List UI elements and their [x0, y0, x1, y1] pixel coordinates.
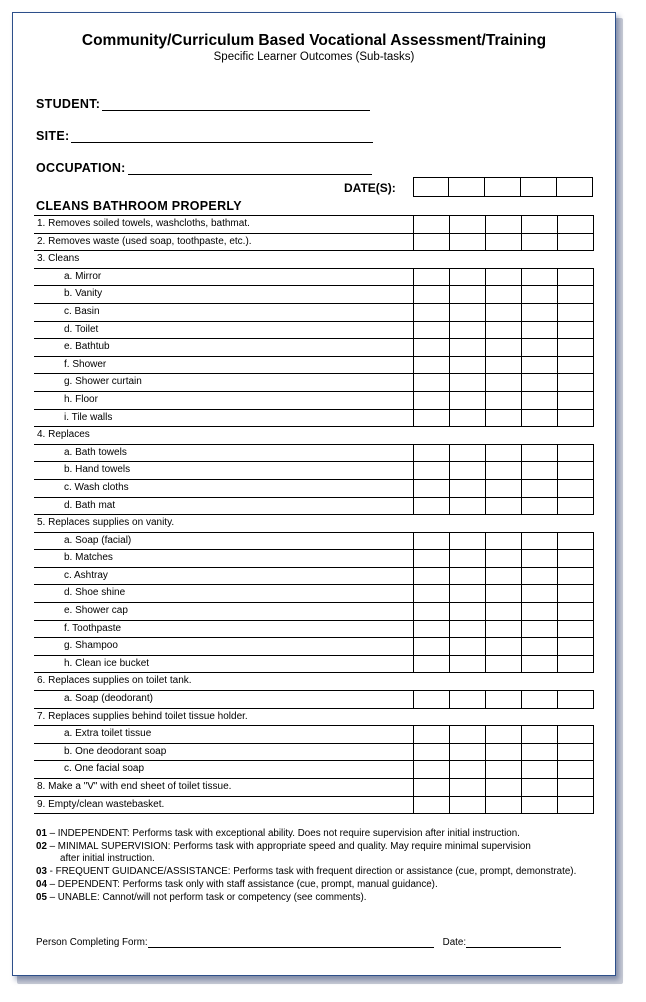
rating-cells: [413, 621, 594, 638]
rating-cell[interactable]: [522, 462, 558, 479]
task-label: g. Shower curtain: [64, 376, 142, 388]
task-label: d. Toilet: [64, 323, 99, 335]
rating-cell[interactable]: [414, 339, 450, 356]
rating-cell[interactable]: [414, 691, 450, 708]
task-label: f. Shower: [64, 358, 107, 370]
rating-cell[interactable]: [558, 621, 594, 638]
rating-cell[interactable]: [486, 797, 522, 814]
legend-item: [36, 879, 581, 890]
task-label: 2. Removes waste (used soap, toothpaste, etc.).: [37, 235, 252, 247]
rating-cells: [413, 234, 594, 251]
rating-cell[interactable]: [486, 357, 522, 374]
rating-cell[interactable]: [522, 691, 558, 708]
date-cell[interactable]: [449, 177, 485, 197]
rating-cells: [413, 392, 594, 409]
rating-cell[interactable]: [450, 568, 486, 585]
rating-cell[interactable]: [486, 568, 522, 585]
task-label: a. Mirror: [64, 270, 102, 282]
rating-cells: [413, 744, 594, 761]
rating-cell[interactable]: [558, 498, 594, 515]
task-label: b. Matches: [64, 552, 113, 564]
student-line[interactable]: [102, 99, 370, 111]
task-row: [34, 251, 594, 269]
rating-cell[interactable]: [522, 304, 558, 321]
task-row: [34, 638, 594, 656]
occupation-line[interactable]: [128, 163, 372, 175]
rating-cell[interactable]: [450, 550, 486, 567]
task-row: [34, 603, 594, 621]
rating-cell[interactable]: [414, 585, 450, 602]
legend-item: [36, 841, 581, 852]
task-label: b. Vanity: [64, 288, 103, 300]
task-row: [34, 339, 594, 357]
rating-cells: [413, 269, 594, 286]
task-label: 4. Replaces: [37, 429, 90, 441]
rating-cell[interactable]: [486, 269, 522, 286]
task-label: 8. Make a "V" with end sheet of toilet tissue.: [37, 781, 232, 792]
rating-cells: [413, 498, 594, 515]
rating-cell[interactable]: [414, 322, 450, 339]
rating-cells: [413, 568, 594, 585]
task-label: e. Shower cap: [64, 605, 128, 617]
rating-cells: [413, 339, 594, 356]
task-row: [34, 726, 594, 744]
rating-cells: [413, 585, 594, 602]
rating-cell[interactable]: [558, 410, 594, 427]
rating-cell[interactable]: [450, 304, 486, 321]
task-row: [34, 585, 594, 603]
task-label: c. One facial soap: [64, 763, 145, 775]
task-label: 5. Replaces supplies on vanity.: [37, 517, 175, 529]
rating-cell[interactable]: [558, 550, 594, 567]
rating-cell[interactable]: [414, 234, 450, 251]
person-completing-label: Person Completing Form:: [36, 937, 148, 948]
rating-cell[interactable]: [558, 726, 594, 743]
rating-cell[interactable]: [414, 480, 450, 497]
task-row: [34, 480, 594, 498]
rating-cell[interactable]: [558, 322, 594, 339]
rating-cell[interactable]: [450, 603, 486, 620]
rating-cell[interactable]: [486, 621, 522, 638]
rating-cell[interactable]: [414, 304, 450, 321]
rating-cell[interactable]: [414, 498, 450, 515]
task-row: [34, 427, 594, 445]
rating-cells: [413, 216, 594, 233]
task-label: a. Bath towels: [64, 446, 127, 458]
rating-cell[interactable]: [558, 638, 594, 655]
legend-text: – INDEPENDENT: Performs task with exceptional ability. Does not require supervision after initial instruction.: [46, 828, 520, 839]
form-subtitle: Specific Learner Outcomes (Sub-tasks): [213, 51, 415, 63]
date-cell[interactable]: [521, 177, 557, 197]
site-label: SITE:: [36, 129, 70, 143]
legend-text: – MINIMAL SUPERVISION: Performs task with appropriate speed and quality. May require minimal supervision: [46, 841, 531, 853]
rating-cells: [413, 357, 594, 374]
task-label: f. Toothpaste: [64, 622, 122, 634]
rating-cell[interactable]: [414, 533, 450, 550]
rating-cell[interactable]: [522, 797, 558, 814]
task-row: [34, 533, 594, 551]
legend-code: 03: [36, 865, 47, 877]
task-row: [34, 286, 594, 304]
footer-date-line[interactable]: [466, 938, 561, 948]
task-row: [34, 322, 594, 340]
task-row: [34, 304, 594, 322]
rating-cell[interactable]: [558, 462, 594, 479]
section-heading: CLEANS BATHROOM PROPERLY: [36, 199, 242, 213]
rating-cell[interactable]: [486, 691, 522, 708]
rating-cell[interactable]: [486, 339, 522, 356]
rating-cell[interactable]: [558, 445, 594, 462]
rating-cell[interactable]: [450, 445, 486, 462]
rating-cells: [413, 726, 594, 743]
rating-cell[interactable]: [450, 744, 486, 761]
rating-cell[interactable]: [522, 550, 558, 567]
rating-cell[interactable]: [558, 691, 594, 708]
rating-cells: [413, 533, 594, 550]
rating-legend: [36, 828, 581, 906]
rating-cells: [413, 462, 594, 479]
task-row: [34, 761, 594, 779]
rating-cell[interactable]: [522, 621, 558, 638]
task-label: g. Shampoo: [64, 640, 118, 652]
rating-cell[interactable]: [522, 410, 558, 427]
rating-cell[interactable]: [558, 797, 594, 814]
rating-cell[interactable]: [486, 638, 522, 655]
rating-cell[interactable]: [486, 304, 522, 321]
legend-code: 04: [36, 879, 47, 891]
legend-text: – UNABLE: Cannot/will not perform task or competency (see comments).: [46, 892, 367, 904]
rating-cell[interactable]: [558, 269, 594, 286]
rating-cell[interactable]: [450, 269, 486, 286]
task-row: [34, 673, 594, 691]
occupation-label: OCCUPATION:: [36, 161, 126, 175]
footer-date-label: Date:: [442, 937, 467, 948]
rating-cell[interactable]: [414, 462, 450, 479]
rating-cell[interactable]: [486, 480, 522, 497]
rating-cell[interactable]: [414, 797, 450, 814]
legend-text: – DEPENDENT: Performs task only with staff assistance (cue, prompt, manual guidance).: [46, 879, 438, 891]
rating-cells: [413, 374, 594, 391]
rating-cell[interactable]: [450, 761, 486, 778]
rating-cell[interactable]: [522, 480, 558, 497]
rating-cell[interactable]: [450, 339, 486, 356]
student-field[interactable]: [36, 97, 370, 111]
task-row: [34, 374, 594, 392]
legend-continuation: after initial instruction.: [60, 852, 155, 864]
rating-cell[interactable]: [486, 603, 522, 620]
task-row: [34, 744, 594, 762]
rating-cell[interactable]: [522, 216, 558, 233]
rating-cell[interactable]: [450, 462, 486, 479]
legend-item: [36, 866, 581, 877]
rating-cells: [413, 410, 594, 427]
legend-item: [36, 892, 581, 903]
rating-cell[interactable]: [450, 638, 486, 655]
form-page: [12, 12, 616, 976]
rating-cell[interactable]: [558, 779, 594, 796]
rating-cell[interactable]: [450, 357, 486, 374]
rating-cell[interactable]: [414, 744, 450, 761]
rating-cell[interactable]: [414, 621, 450, 638]
rating-cell[interactable]: [558, 568, 594, 585]
rating-cell[interactable]: [450, 656, 486, 673]
date-cell[interactable]: [557, 177, 593, 197]
rating-cell[interactable]: [522, 779, 558, 796]
rating-cell[interactable]: [450, 234, 486, 251]
rating-cells: [413, 603, 594, 620]
rating-cell[interactable]: [558, 656, 594, 673]
rating-cell[interactable]: [414, 550, 450, 567]
rating-cell[interactable]: [450, 498, 486, 515]
task-row: [34, 779, 594, 797]
rating-cell[interactable]: [522, 656, 558, 673]
rating-cell[interactable]: [558, 304, 594, 321]
legend-text: - FREQUENT GUIDANCE/ASSISTANCE: Performs task with frequent direction or assistance (cue, prompt, demonstrate).: [46, 865, 577, 877]
rating-cells: [413, 322, 594, 339]
rating-cell[interactable]: [558, 216, 594, 233]
rating-cell[interactable]: [522, 445, 558, 462]
task-row: [34, 357, 594, 375]
rating-cell[interactable]: [486, 216, 522, 233]
rating-cell[interactable]: [522, 269, 558, 286]
task-label: 1. Removes soiled towels, washcloths, bathmat.: [37, 218, 250, 229]
task-row: [34, 445, 594, 463]
rating-cell[interactable]: [414, 269, 450, 286]
rating-cells: [413, 656, 594, 673]
rating-cell[interactable]: [558, 392, 594, 409]
task-label: 9. Empty/clean wastebasket.: [37, 798, 165, 810]
task-label: d. Bath mat: [64, 499, 116, 511]
rating-cell[interactable]: [414, 374, 450, 391]
rating-cell[interactable]: [522, 392, 558, 409]
rating-cell[interactable]: [522, 603, 558, 620]
legend-code: 05: [36, 892, 47, 904]
rating-cell[interactable]: [486, 322, 522, 339]
rating-cell[interactable]: [486, 726, 522, 743]
rating-cell[interactable]: [486, 744, 522, 761]
task-label: h. Clean ice bucket: [64, 657, 150, 669]
rating-cell[interactable]: [486, 286, 522, 303]
rating-cell[interactable]: [486, 498, 522, 515]
rating-cell[interactable]: [414, 568, 450, 585]
legend-item: [36, 828, 581, 839]
rating-cell[interactable]: [450, 726, 486, 743]
site-line[interactable]: [71, 131, 373, 143]
rating-cell[interactable]: [414, 726, 450, 743]
rating-cell[interactable]: [450, 779, 486, 796]
rating-cell[interactable]: [486, 656, 522, 673]
task-row: [34, 216, 594, 234]
rating-cell[interactable]: [486, 234, 522, 251]
rating-cell[interactable]: [414, 761, 450, 778]
rating-cells: [413, 550, 594, 567]
rating-cell[interactable]: [522, 726, 558, 743]
rating-cell[interactable]: [450, 585, 486, 602]
rating-cell[interactable]: [450, 410, 486, 427]
task-row: [34, 498, 594, 516]
date-cell[interactable]: [485, 177, 521, 197]
task-row: [34, 462, 594, 480]
rating-cell[interactable]: [558, 339, 594, 356]
rating-cell[interactable]: [414, 779, 450, 796]
task-label: e. Bathtub: [64, 341, 110, 353]
rating-cell[interactable]: [414, 638, 450, 655]
rating-cell[interactable]: [558, 480, 594, 497]
task-row: [34, 550, 594, 568]
task-label: c. Wash cloths: [64, 481, 129, 493]
rating-cells: [413, 761, 594, 778]
rating-cell[interactable]: [558, 286, 594, 303]
rating-cell[interactable]: [414, 410, 450, 427]
rating-cell[interactable]: [414, 392, 450, 409]
rating-cells: [413, 286, 594, 303]
rating-cell[interactable]: [522, 533, 558, 550]
rating-cell[interactable]: [486, 410, 522, 427]
rating-cells: [413, 480, 594, 497]
rating-cell[interactable]: [522, 761, 558, 778]
task-label: 6. Replaces supplies on toilet tank.: [37, 675, 192, 687]
rating-cell[interactable]: [558, 744, 594, 761]
rating-cell[interactable]: [522, 585, 558, 602]
rating-cell[interactable]: [450, 216, 486, 233]
rating-cell[interactable]: [486, 550, 522, 567]
rating-cell[interactable]: [450, 797, 486, 814]
rating-cell[interactable]: [414, 286, 450, 303]
task-row: [34, 269, 594, 287]
rating-cell[interactable]: [486, 533, 522, 550]
rating-cell[interactable]: [414, 656, 450, 673]
task-label: c. Basin: [64, 305, 100, 317]
task-label: d. Shoe shine: [64, 587, 126, 599]
rating-cell[interactable]: [522, 374, 558, 391]
rating-cell[interactable]: [486, 761, 522, 778]
rating-cell[interactable]: [558, 374, 594, 391]
task-row: [34, 709, 594, 727]
task-row: [34, 234, 594, 252]
rating-cell[interactable]: [450, 533, 486, 550]
rating-cell[interactable]: [558, 357, 594, 374]
rating-cell[interactable]: [522, 322, 558, 339]
task-row: [34, 515, 594, 533]
task-label: a. Soap (deodorant): [64, 693, 153, 705]
task-label: 3. Cleans: [37, 253, 80, 265]
rating-cell[interactable]: [414, 603, 450, 620]
rating-cell[interactable]: [486, 779, 522, 796]
rating-cell[interactable]: [486, 585, 522, 602]
rating-cell[interactable]: [414, 357, 450, 374]
rating-cell[interactable]: [486, 445, 522, 462]
task-label: 7. Replaces supplies behind toilet tissue holder.: [37, 710, 248, 722]
footer-signature: [36, 937, 561, 948]
rating-cell[interactable]: [558, 533, 594, 550]
rating-cell[interactable]: [450, 374, 486, 391]
student-label: STUDENT:: [36, 97, 101, 111]
rating-cell[interactable]: [450, 480, 486, 497]
task-label: a. Extra toilet tissue: [64, 728, 152, 740]
task-label: b. Hand towels: [64, 464, 131, 476]
rating-cell[interactable]: [522, 498, 558, 515]
task-label: b. One deodorant soap: [64, 745, 167, 757]
rating-cell[interactable]: [558, 234, 594, 251]
task-row: [34, 410, 594, 428]
rating-cell[interactable]: [450, 691, 486, 708]
rating-cells: [413, 304, 594, 321]
dates-label: DATE(S):: [344, 181, 396, 195]
task-table: [34, 215, 594, 814]
rating-cell[interactable]: [522, 568, 558, 585]
task-label: h. Floor: [64, 393, 98, 405]
person-completing-line[interactable]: [148, 938, 434, 948]
date-cell[interactable]: [413, 177, 449, 197]
task-row: [34, 568, 594, 586]
rating-cell[interactable]: [486, 392, 522, 409]
rating-cells: [413, 779, 594, 796]
task-row: [34, 392, 594, 410]
date-cells: [413, 177, 593, 197]
rating-cell[interactable]: [522, 638, 558, 655]
rating-cell[interactable]: [522, 744, 558, 761]
rating-cell[interactable]: [450, 322, 486, 339]
task-row: [34, 691, 594, 709]
task-row: [34, 621, 594, 639]
rating-cells: [413, 797, 594, 814]
task-label: i. Tile walls: [64, 411, 113, 423]
rating-cell[interactable]: [486, 374, 522, 391]
legend-code: 02: [36, 841, 47, 853]
rating-cell[interactable]: [450, 392, 486, 409]
site-field[interactable]: [36, 129, 373, 143]
rating-cells: [413, 445, 594, 462]
task-label: c. Ashtray: [64, 569, 108, 581]
rating-cells: [413, 638, 594, 655]
rating-cells: [413, 691, 594, 708]
rating-cell[interactable]: [486, 462, 522, 479]
rating-cell[interactable]: [450, 286, 486, 303]
rating-cell[interactable]: [522, 234, 558, 251]
rating-cell[interactable]: [414, 445, 450, 462]
task-row: [34, 656, 594, 674]
rating-cell[interactable]: [522, 286, 558, 303]
rating-cell[interactable]: [558, 603, 594, 620]
rating-cell[interactable]: [522, 339, 558, 356]
rating-cell[interactable]: [450, 621, 486, 638]
task-label: a. Soap (facial): [64, 534, 132, 546]
rating-cell[interactable]: [558, 761, 594, 778]
rating-cell[interactable]: [414, 216, 450, 233]
legend-code: 01: [36, 828, 47, 839]
task-row: [34, 797, 594, 815]
occupation-field[interactable]: [36, 161, 372, 175]
form-title: Community/Curriculum Based Vocational Assessment/Training: [81, 32, 547, 49]
rating-cell[interactable]: [522, 357, 558, 374]
rating-cell[interactable]: [558, 585, 594, 602]
